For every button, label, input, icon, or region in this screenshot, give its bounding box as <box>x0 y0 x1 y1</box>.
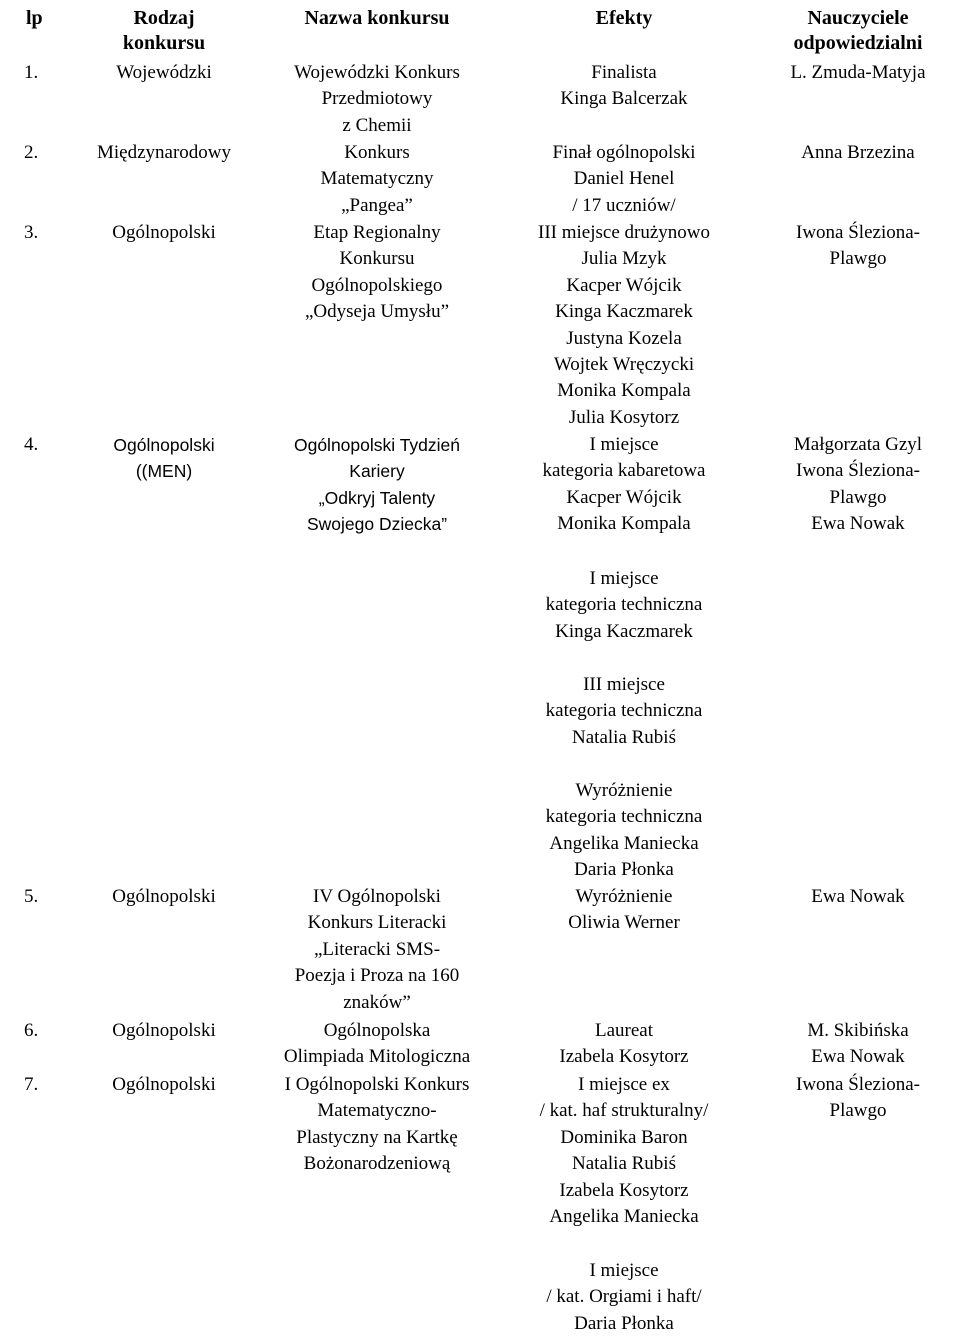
effect-block-line: Wyróżnienie <box>575 780 673 801</box>
effect-block-line: Monika Kompala <box>557 513 691 535</box>
responsible-teachers-line: Ewa Nowak <box>811 886 905 907</box>
effect-block <box>496 566 752 645</box>
responsible-teachers <box>760 140 956 166</box>
competition-type-line: Ogólnopolski <box>112 1020 216 1041</box>
competition-type-line: Wojewódzki <box>116 62 212 83</box>
competition-name-line: z Chemii <box>342 114 412 136</box>
responsible-teachers-line: L. Zmuda-Matyja <box>790 62 926 83</box>
effect-block-line: I miejsce <box>589 568 659 589</box>
effect-block <box>496 1072 752 1230</box>
competition-name <box>264 884 490 1016</box>
competition-name-line: Matematyczno- <box>317 1100 437 1122</box>
competition-type <box>78 432 250 485</box>
competition-name <box>264 140 490 219</box>
row-number: 4. <box>24 434 39 455</box>
competition-name-line: Kariery <box>349 461 405 482</box>
header-teachers: Nauczyciele odpowiedzialni <box>793 7 923 54</box>
competition-type-line: Ogólnopolski <box>112 1074 216 1095</box>
competition-name-line: „Pangea” <box>341 194 413 216</box>
competition-name-line: „Odyseja Umysłu” <box>304 301 450 323</box>
competition-name-line: IV Ogólnopolski <box>313 886 441 907</box>
competition-name-line: znaków” <box>343 991 411 1013</box>
competition-type <box>78 60 250 86</box>
effect-block-line: Dominika Baron <box>560 1126 688 1148</box>
effect-block-line: Angelika Maniecka <box>549 832 699 854</box>
competition-name-line: Konkurs <box>344 142 410 163</box>
effect-block-line: / kat. haf strukturalny/ <box>539 1100 709 1122</box>
responsible-teachers-line: Małgorzata Gzyl <box>793 434 923 455</box>
competition-type-line: Ogólnopolski <box>112 886 216 907</box>
header-lp: lp <box>26 7 43 29</box>
responsible-teachers-line: M. Skibińska <box>807 1020 909 1041</box>
effect-block-line: Kinga Kaczmarek <box>555 301 693 323</box>
responsible-teachers-line: Iwona Ślezionа- <box>796 460 920 482</box>
effect-block <box>496 1258 752 1337</box>
effect-block-line: kategoria kabaretowa <box>542 460 706 482</box>
effect-block-line: Kinga Balcerzak <box>560 88 688 110</box>
competition-type <box>78 140 250 166</box>
effect-block-line: Wyróżnienie <box>575 886 673 907</box>
effect-block <box>496 140 752 219</box>
row-number: 6. <box>24 1020 39 1041</box>
effect-block-line: Daria Płonka <box>574 1312 674 1334</box>
competition-name-line: Konkurs Literacki <box>307 912 447 934</box>
effect-block-line: Finalista <box>591 62 657 83</box>
competition-name-line: I Ogólnopolski Konkurs <box>284 1074 470 1095</box>
competition-name-line: Bożonarodzeniową <box>303 1153 451 1175</box>
responsible-teachers <box>760 220 956 273</box>
competition-name-line: „Odkryj Talenty <box>318 487 436 508</box>
competition-name-line: Konkursu <box>339 248 415 270</box>
effect-block <box>496 778 752 884</box>
effect-block-line: Kinga Kaczmarek <box>555 620 693 642</box>
effect-block-line: Izabela Kosytorz <box>559 1179 689 1201</box>
competition-name <box>264 432 490 538</box>
responsible-teachers <box>760 1072 956 1125</box>
effect-block-line: III miejsce <box>583 674 665 695</box>
effect-block <box>496 884 752 937</box>
effect-block-line: kategoria techniczna <box>545 806 703 828</box>
competition-name-line: Przedmiotowy <box>321 88 433 110</box>
header-type: Rodzaj konkursu <box>122 7 206 54</box>
effect-block-line: Julia Mzyk <box>581 248 667 270</box>
effect-block-line: / kat. Orgiami i haft/ <box>546 1286 702 1308</box>
effect-block-line: Natalia Rubiś <box>572 726 676 748</box>
responsible-teachers-line: Plawgo <box>829 486 887 508</box>
competition-name <box>264 1018 490 1071</box>
effect-block <box>496 220 752 431</box>
competition-name <box>264 60 490 139</box>
row-number: 3. <box>24 222 39 243</box>
competition-name-line: Swojego Dziecka” <box>306 514 448 535</box>
effect-block-line: kategoria techniczna <box>545 594 703 616</box>
effect-block-line: Julia Kosytorz <box>568 406 680 428</box>
competition-type-line: ((MEN) <box>135 461 193 482</box>
row-number: 5. <box>24 886 39 907</box>
competition-type <box>78 884 250 910</box>
header-effects: Efekty <box>595 7 653 29</box>
effect-block-line: I miejsce <box>589 1260 659 1281</box>
responsible-teachers-line: Plawgo <box>829 1100 887 1122</box>
competition-name <box>264 220 490 326</box>
competition-type-line: Ogólnopolski <box>113 435 215 455</box>
effect-block-line: kategoria techniczna <box>545 700 703 722</box>
competition-name-line: Ogólnopolska <box>323 1020 431 1041</box>
responsible-teachers-line: Ewa Nowak <box>811 513 905 535</box>
effect-block-line: Oliwia Werner <box>568 912 680 934</box>
responsible-teachers-line: Iwona Ślezionа- <box>796 1074 920 1095</box>
competition-name-line: Ogólnopolskiego <box>311 274 443 296</box>
competition-type <box>78 1018 250 1044</box>
effect-block-line: Finał ogólnopolski <box>552 142 696 163</box>
competition-name <box>264 1072 490 1178</box>
competition-type-line: Międzynarodowy <box>96 142 232 163</box>
competition-name-line: Plastyczny na Kartkę <box>296 1126 458 1148</box>
header-name: Nazwa konkursu <box>304 7 450 29</box>
responsible-teachers <box>760 884 956 910</box>
effect-block <box>496 432 752 538</box>
competition-name-line: Matematyczny <box>320 168 434 190</box>
responsible-teachers <box>760 60 956 86</box>
effect-block-line: Izabela Kosytorz <box>559 1046 689 1068</box>
effect-block-line: III miejsce drużynowo <box>538 222 710 243</box>
effect-block <box>496 672 752 751</box>
responsible-teachers-line: Iwona Ślezionа- <box>796 222 920 243</box>
effect-block-line: Daniel Henel <box>573 168 675 190</box>
effect-block <box>496 1018 752 1071</box>
effect-block <box>496 60 752 113</box>
competition-name-line: „Literacki SMS- <box>313 938 441 960</box>
competition-type <box>78 220 250 246</box>
effect-block-line: Laureat <box>594 1020 653 1041</box>
effect-block-line: Kacper Wójcik <box>566 486 682 508</box>
row-number: 7. <box>24 1074 39 1095</box>
effect-block-line: Monika Kompala <box>557 380 691 402</box>
effect-block-line: / 17 uczniów/ <box>572 194 676 216</box>
effect-block-line: Angelika Maniecka <box>549 1206 699 1228</box>
responsible-teachers-line: Plawgo <box>829 248 887 270</box>
row-number: 2. <box>24 142 39 163</box>
row-number: 1. <box>24 62 39 83</box>
effect-block-line: I miejsce ex <box>578 1074 670 1095</box>
competition-name-line: Etap Regionalny <box>313 222 441 243</box>
effect-block-line: Natalia Rubiś <box>572 1153 676 1175</box>
competition-type <box>78 1072 250 1098</box>
effect-block-line: Wojtek Wręczycki <box>553 354 695 376</box>
effect-block-line: I miejsce <box>589 434 659 455</box>
competition-type-line: Ogólnopolski <box>112 222 216 243</box>
competition-name-line: Olimpiada Mitologiczna <box>283 1046 471 1068</box>
responsible-teachers-line: Anna Brzezina <box>801 142 915 163</box>
responsible-teachers-line: Ewa Nowak <box>811 1046 905 1068</box>
competition-name-line: Ogólnopolski Tydzień <box>293 435 461 455</box>
effect-block-line: Justyna Kozela <box>566 327 682 349</box>
effect-block-line: Daria Płonka <box>574 859 674 881</box>
competition-name-line: Poezja i Proza na 160 <box>294 965 460 987</box>
responsible-teachers <box>760 1018 956 1071</box>
effect-block-line: Kacper Wójcik <box>566 274 682 296</box>
competition-name-line: Wojewódzki Konkurs <box>294 62 460 83</box>
responsible-teachers <box>760 432 956 538</box>
